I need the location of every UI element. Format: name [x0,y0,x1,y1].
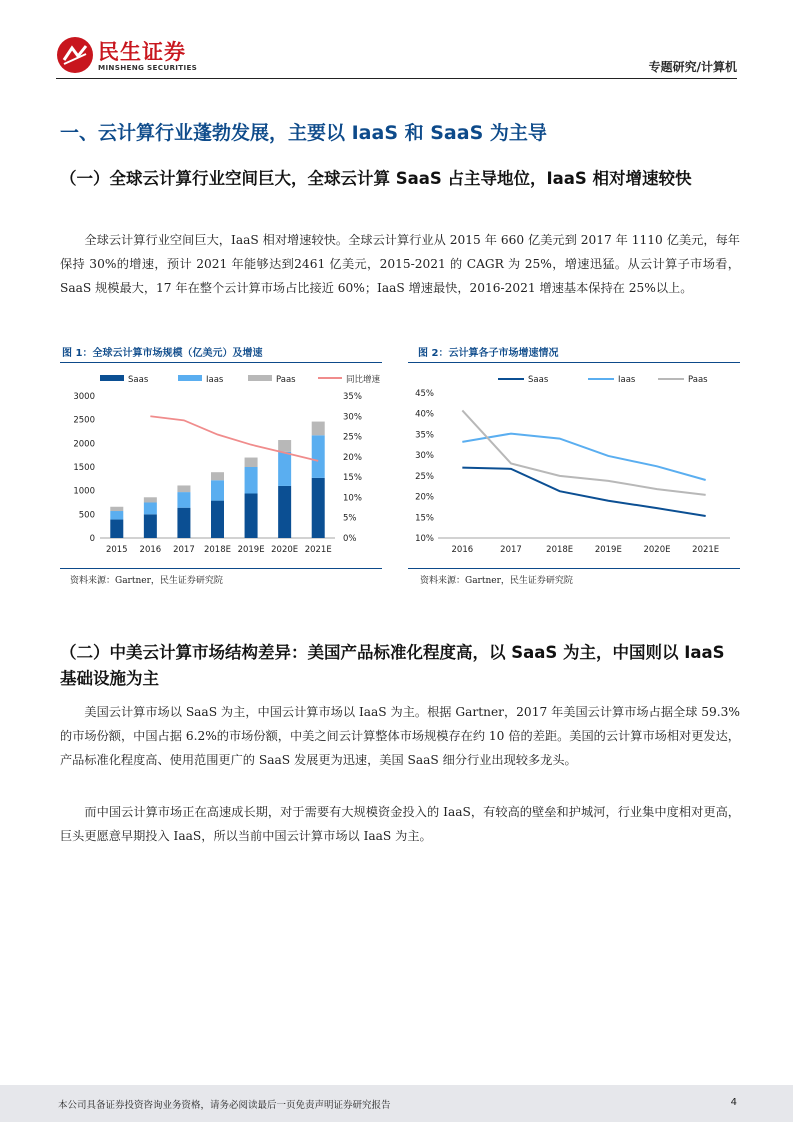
bar-paas [312,422,325,436]
legend-label-paas: Paas [688,375,708,385]
y2-tick-label: 30% [343,412,362,423]
y2-tick-label: 25% [343,432,362,443]
y2-tick-label: 35% [343,392,362,402]
x-tick-label: 2020E [643,545,671,555]
x-tick-label: 2015 [105,545,128,555]
bar-paas [245,458,258,467]
bar-iaas [278,452,291,486]
y-tick-label: 0 [89,534,95,544]
subsection-title-2: （二）中美云计算市场结构差异：美国产品标准化程度高，以 SaaS 为主，中国则以 IaaS 基础设施为主 [60,643,725,688]
footer-disclaimer: 本公司具备证券投资咨询业务资格，请务必阅读最后一页免责声明证券研究报告 [58,1100,391,1111]
bar-iaas [110,511,123,520]
x-tick-label: 2019E [237,545,265,555]
bar-saas [278,486,291,538]
x-tick-label: 2021E [304,545,332,555]
y2-tick-label: 0% [343,534,357,544]
bar-saas [312,478,325,538]
series-line-saas [462,468,705,516]
bar-paas [144,497,157,502]
page-number: 4 [730,1097,737,1108]
y-tick-label: 1000 [73,486,95,497]
bar-paas [177,485,190,492]
x-tick-label: 2016 [139,545,162,555]
x-tick-label: 2021E [692,545,720,555]
y-tick-label: 10% [415,534,434,544]
legend-label-saas: Saas [128,375,149,385]
report-category: 专题研究/计算机 [648,60,737,74]
bar-saas [110,520,123,538]
figure-1-source: 资料来源：Gartner，民生证券研究院 [70,576,223,586]
legend-label-growth: 同比增速 [346,375,381,385]
figure-1-bottom-rule [60,568,382,569]
x-tick-label: 2018E [203,545,232,555]
bar-paas [211,472,224,480]
bar-iaas [211,480,224,500]
y-tick-label: 2500 [73,415,95,426]
figure-2-bottom-rule [408,568,740,569]
x-tick-label: 2020E [271,545,299,555]
y-tick-label: 2000 [73,439,95,450]
header-divider [56,78,737,79]
y-tick-label: 15% [415,513,434,524]
figure-2-chart [408,366,740,566]
bar-saas [211,501,224,538]
bar-saas [177,508,190,538]
figure-1-chart [60,366,382,566]
bar-paas [278,440,291,452]
page-footer [0,1085,793,1122]
series-line-iaas [462,434,705,480]
paragraph-2: 美国云计算市场以 SaaS 为主，中国云计算市场以 IaaS 为主。根据 Gartner，2017 年美国云计算市场占据全球 59.3%的市场份额，中国占据 6.2%的市场份额，中美之间云计算整体市场规模存在约 10 倍的差距。美国的云计算市场相对更发达，产品标准化程度高、使用范围更广的 SaaS 发展更为迅速，美国 SaaS 细分行业出现较多龙头。 [60,705,740,767]
figure-2-top-rule [408,362,740,363]
y2-tick-label: 10% [343,493,362,504]
figure-1-title: 图 1：全球云计算市场规模（亿美元）及增速 [62,348,263,359]
y-tick-label: 3000 [73,392,95,402]
legend-swatch-iaas [178,375,202,381]
legend-label-saas: Saas [528,375,549,385]
y-tick-label: 30% [415,451,434,462]
y-tick-label: 1500 [73,463,95,473]
y-tick-label: 20% [415,492,434,503]
figure-2-source: 资料来源：Gartner，民生证券研究院 [420,576,573,586]
bar-saas [144,514,157,538]
x-tick-label: 2016 [451,545,474,555]
y-tick-label: 500 [78,510,95,521]
legend-label-iaas: Iaas [618,375,636,385]
bar-iaas [177,492,190,508]
paragraph-3: 而中国云计算市场正在高速成长期，对于需要有大规模资金投入的 IaaS，有较高的壁垒和护城河，行业集中度相对更高，巨头更愿意早期投入 IaaS，所以当前中国云计算市场以 IaaS 为主。 [60,805,740,843]
x-tick-label: 2018E [546,545,574,555]
growth-line [150,416,318,461]
figure-2-title: 图 2：云计算各子市场增速情况 [418,348,559,359]
y-tick-label: 45% [415,389,434,399]
company-logo [56,34,216,78]
bar-saas [245,494,258,538]
y2-tick-label: 15% [343,473,362,484]
legend-label-paas: Paas [276,375,296,385]
logo-mark-icon [56,36,94,74]
logo-chinese-name: 民生证券 [98,40,186,64]
section-title: 一、云计算行业蓬勃发展，主要以 IaaS 和 SaaS 为主导 [60,122,547,144]
y-tick-label: 35% [415,430,434,441]
y2-tick-label: 5% [343,513,357,524]
x-tick-label: 2019E [594,545,622,555]
y-tick-label: 40% [415,409,434,420]
bar-iaas [312,435,325,478]
series-line-paas [462,410,705,495]
figure-1-top-rule [60,362,382,363]
y2-tick-label: 20% [343,452,362,463]
bar-paas [110,507,123,511]
paragraph-1: 全球云计算行业空间巨大，IaaS 相对增速较快。全球云计算行业从 2015 年 660 亿美元到 2017 年 1110 亿美元，每年保持 30%的增速，预计 2021 年能够达到2461 亿美元，2015-2021 的 CAGR 为 25%，增速迅猛。从云计算子市场看，SaaS 规模最大，17 年在整个云计算市场占比接近 60%；IaaS 增速最快，2016-2021 增速基本保持在 25%以上。 [60,233,740,295]
subsection-title-1: （一）全球云计算行业空间巨大，全球云计算 SaaS 占主导地位，IaaS 相对增速较快 [60,169,692,188]
legend-label-iaas: Iaas [206,375,224,385]
x-tick-label: 2017 [173,545,195,555]
logo-english-name: MINSHENG SECURITIES [98,63,198,72]
bar-iaas [144,503,157,515]
legend-swatch-saas [100,375,124,381]
legend-swatch-paas [248,375,272,381]
bar-iaas [245,467,258,494]
y-tick-label: 25% [415,471,434,482]
x-tick-label: 2017 [500,545,522,555]
